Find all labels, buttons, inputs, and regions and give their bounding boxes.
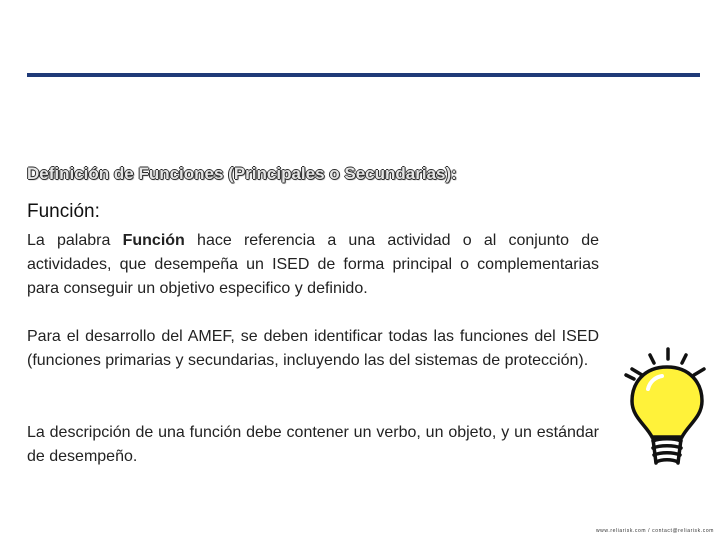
lightbulb-icon [620,345,714,470]
paragraph-description: La descripción de una función debe contener un verbo, un objeto, y un estándar de desempeño. [27,424,599,465]
paragraph-definition-start: La palabra [27,232,123,249]
paragraph-definition [27,229,599,301]
paragraph-amef: Para el desarrollo del AMEF, se deben identificar todas las funciones del ISED (funciones primarias y secundarias, incluyendo las del sistemas de protección). [27,328,599,369]
paragraph-definition-bold-term: Función [122,232,185,249]
footer-contact: www.reliarisk.com / contact@reliarisk.com [595,528,714,534]
slide-subheading: Función: [27,201,100,222]
slide-heading: Definición de Funciones (Principales o Secundarias): [27,164,457,183]
paragraph-definition-end: hace referencia a una actividad o al conjunto de actividades, que desempeña un ISED de forma principal o complementarias para conseguir un objetivo especifico y definido. [27,232,600,297]
top-rule [27,73,700,77]
